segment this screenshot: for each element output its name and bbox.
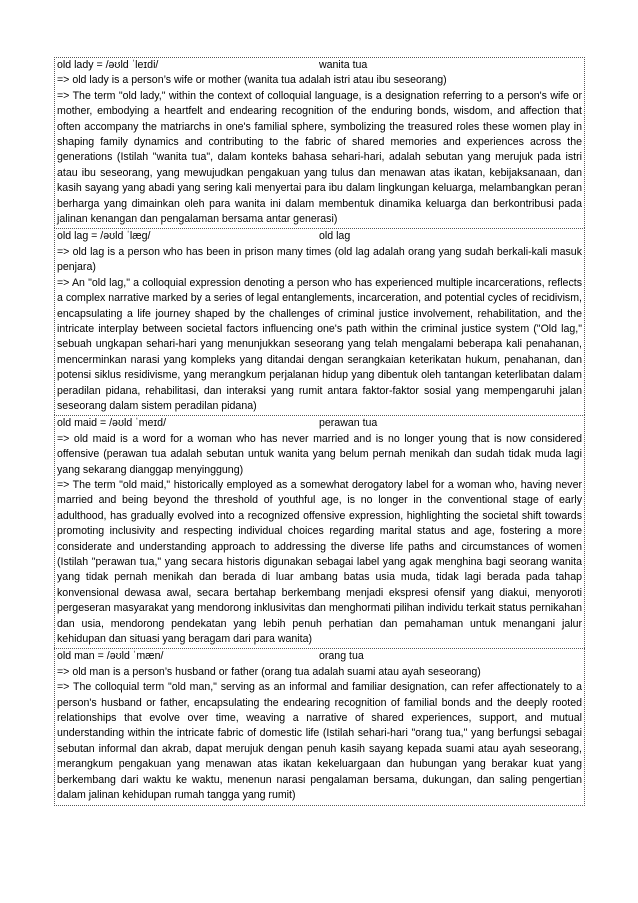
entry-term: old lady = /əʊld ˈleɪdi/ [57,59,159,71]
entry-explanation: => An "old lag," a colloquial expression denoting a person who has experienced multiple incarcerations, reflects a complex narrative marked by a series of legal entanglements, incarceration, and potential cycles of recidivism, encapsulating a life journey shaped by the challenges of criminal justice involvement, rehabilitation, and the intricate interplay between societal factors influencing one's path within the criminal justice system ("Old lag," sebuah ungkapan sehari-hari yang menunjukkan seseorang yang telah mengalami beberapa kali penahanan, mencerminkan narasi yang kompleks yang ditandai dengan serangkaian keterikatan hukum, penahanan, dan potensi siklus residivisme, yang merangkum perjalanan hidup yang dibentuk oleh tantangan keterlibatan dalam peradilan pidana, rehabilitasi, dan interaksi yang rumit antara faktor-faktor sosial yang mempengaruhi jalan seseorang dalam sistem peradilan pidana) [57,276,582,412]
entry-old-lady [54,57,585,228]
entry-explanation: => The term "old maid," historically employed as a somewhat derogatory label for a woman who, having never married and being beyond the threshold of youthful age, is no longer in the conventional stage of early adulthood, has gradually evolved into a recognized offensive expression, highlighting the societal shift towards promoting inclusivity and respecting individual choices regarding marital status and age, fostering a more considerate and understanding approach to addressing the diverse life paths and circumstances of women (Istilah "perawan tua," yang secara historis digunakan sebagai label yang agak menghina bagi seorang wanita yang tidak pernah menikah dan berada di luar ambang batas usia muda, tidak lagi berada pada tahap konvensional dewasa awal, secara bertahap berkembang menjadi ekspresi ofensif yang diakui, menyoroti pergeseran masyarakat yang mendorong inklusivitas dan menghormati pilihan individu terkait status pernikahan dan usia, mendorong pendekatan yang lebih penuh perhatian dan pemahaman untuk menangani jalur kehidupan dan situasi yang beragam dari para wanita) [57,478,582,646]
dictionary-page [54,57,585,806]
entry-definition: => old man is a person’s husband or father (orang tua adalah suami atau ayah seseorang) [57,665,481,678]
entry-heading [57,649,582,664]
entry-old-maid [54,415,585,648]
entry-term: old man = /əʊld ˈmæn/ [57,650,164,663]
entry-explanation: => The term "old lady," within the context of colloquial language, is a designation referring to a person's wife or mother, embodying a heartfelt and endearing recognition of the enduring bonds, wisdom, and affection that often accompany the matriarchs in one's familial sphere, symbolizing the treasured roles these women play in shaping family dynamics and contributing to the fabric of shared memories and experiences across the generations (Istilah "wanita tua", dalam konteks bahasa sehari-hari, adalah sebutan yang merujuk pada istri atau ibu seseorang, yang mewujudkan pengakuan yang tulus dan menawan atas ikatan, kebijaksanaan, dan kasih sayang yang abadi yang sering kali menyertai para ibu dalam lingkungan keluarga, melambangkan peran berharga yang dimainkan oleh para wanita ini dalam membentuk dinamika keluarga dan berkontribusi pada jalinan kenangan dan pengalaman bersama antar generasi) [57,89,582,226]
entry-translation: old lag [319,230,351,243]
entry-heading [57,416,582,431]
entry-definition: => old lady is a person’s wife or mother (wanita tua adalah istri atau ibu seseorang) [57,74,447,87]
entry-definition: => old lag is a person who has been in prison many times (old lag adalah orang yang sudah berkali-kali masuk penjara) [57,245,582,274]
entry-explanation: => The colloquial term "old man," serving as an informal and familiar designation, can refer affectionately to a person's husband or father, encapsulating the endearing recognition of familial bonds and the deeply rooted relationships that evolve over time, weaving a narrative of shared experiences, support, and mutual understanding within the intricate fabric of domestic life (Istilah sehari-hari "orang tua," yang berfungsi sebagai sebutan informal dan akrab, dapat merujuk dengan penuh kasih sayang kepada suami atau ayah seseorang, merangkum pengakuan yang menawan atas ikatan kekeluargaan dan hubungan yang berakar kuat yang berkembang dari waktu ke waktu, menenun narasi pengalaman bersama, dukungan, dan saling pengertian dalam jalinan kehidupan rumah tangga yang rumit) [57,681,582,802]
entry-heading [57,229,582,244]
entry-old-lag [54,228,585,415]
entry-term: old maid = /əʊld ˈmeɪd/ [57,417,167,430]
entry-old-man [54,648,585,805]
entry-translation: perawan tua [319,417,378,430]
entry-definition: => old maid is a word for a woman who has never married and is no longer young that is now considered offensive (perawan tua adalah sebutan untuk wanita yang belum pernah menikah dan sudah tidak muda lagi yang sekarang dianggap menyinggung) [57,432,582,476]
entry-heading [57,58,582,73]
entry-translation: orang tua [319,650,364,663]
entry-translation: wanita tua [319,59,368,71]
entry-term: old lag = /əʊld ˈlæɡ/ [57,230,151,243]
